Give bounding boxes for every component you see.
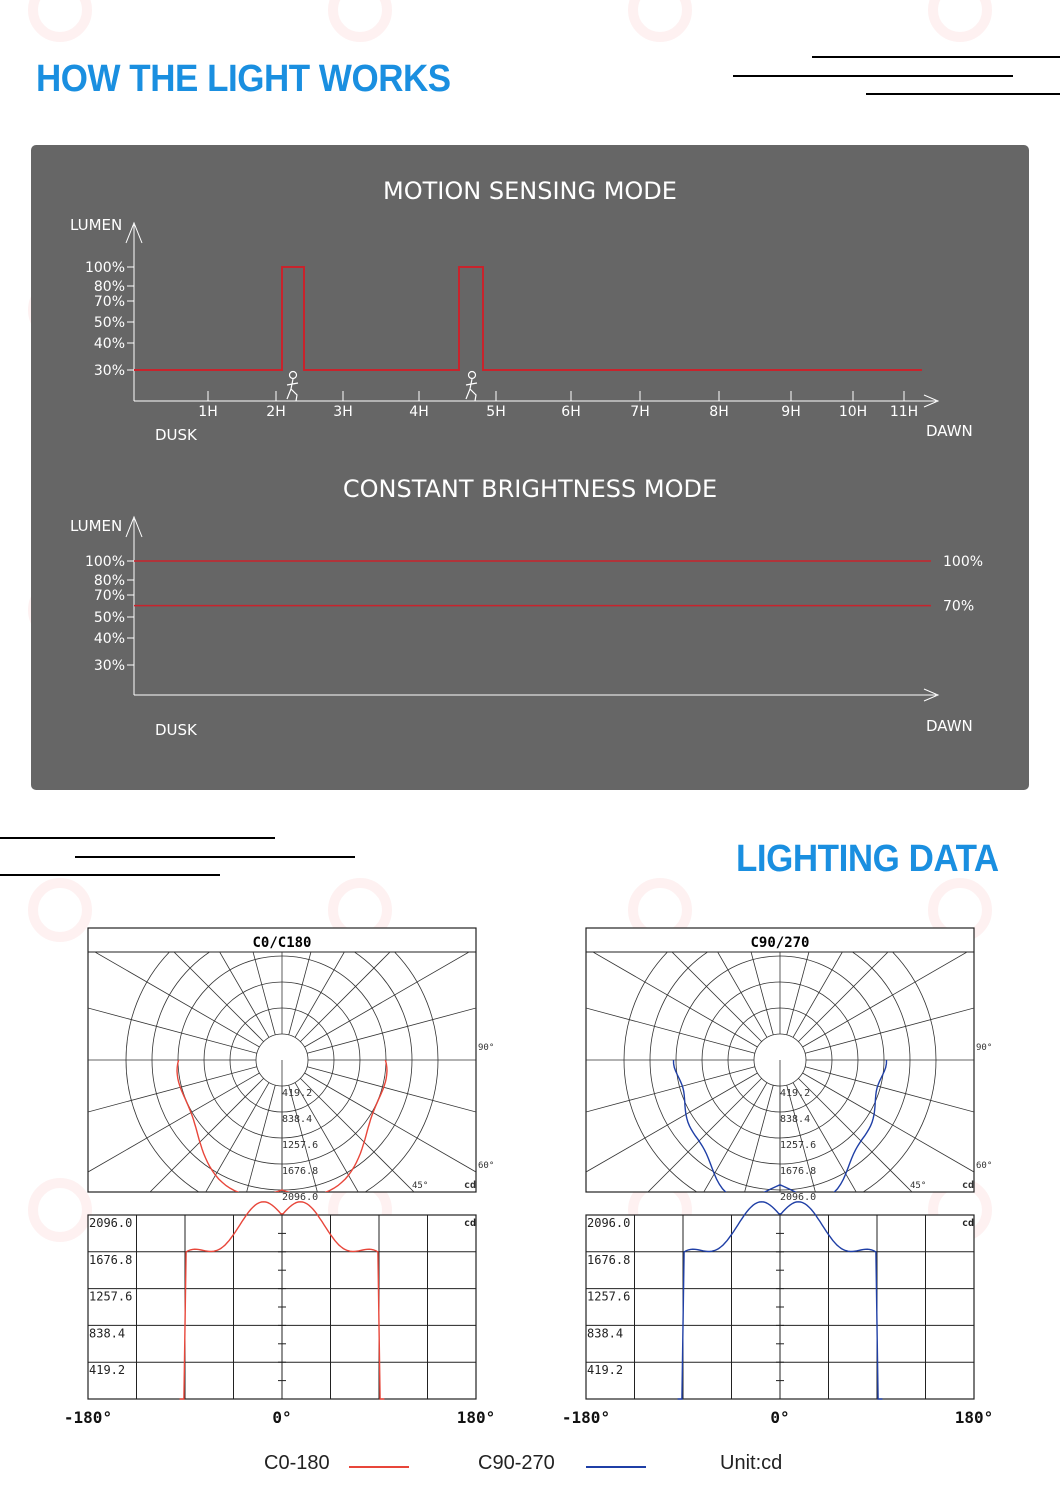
motion-start-label: DUSK bbox=[155, 426, 197, 444]
polar-ring-label: 1257.6 bbox=[282, 1140, 319, 1151]
y-tick-label: 50% bbox=[93, 610, 125, 626]
unit-label: cd bbox=[464, 1218, 477, 1229]
x-tick-label: 3H bbox=[333, 404, 353, 420]
polar-ring-label: 838.4 bbox=[282, 1114, 313, 1125]
angle-label: 45° bbox=[412, 1181, 429, 1191]
legend-c90-label: C90-270 bbox=[478, 1452, 555, 1474]
x-tick-label: 7H bbox=[630, 404, 650, 420]
cartesian-x-label: 0° bbox=[770, 1408, 790, 1427]
cartesian-y-label: 1257.6 bbox=[587, 1289, 631, 1304]
constant-mode-title: CONSTANT BRIGHTNESS MODE bbox=[342, 475, 718, 503]
polar-ring-label: 1676.8 bbox=[282, 1166, 319, 1177]
person-head bbox=[290, 372, 297, 379]
x-tick-label: 9H bbox=[781, 404, 801, 420]
polar-ring-label: 1676.8 bbox=[780, 1166, 817, 1177]
photometric-chart-c0 bbox=[60, 920, 520, 1430]
person-head bbox=[469, 372, 476, 379]
y-tick-label: 40% bbox=[93, 336, 125, 352]
decorative-rule bbox=[812, 56, 1060, 58]
x-tick-label: 8H bbox=[709, 404, 729, 420]
cartesian-x-label: -180° bbox=[63, 1408, 113, 1427]
photometric-chart-c90 bbox=[558, 920, 1018, 1430]
polar-title: C0/C180 bbox=[252, 935, 312, 951]
page-title: HOW THE LIGHT WORKS bbox=[36, 58, 451, 100]
polar-ring-label: 2096.0 bbox=[282, 1192, 319, 1203]
motion-lumen-curve bbox=[134, 267, 922, 370]
unit-label: cd bbox=[464, 1180, 477, 1191]
cartesian-y-label: 1676.8 bbox=[587, 1252, 631, 1267]
angle-label: 60° bbox=[976, 1161, 993, 1171]
cartesian-x-label: 180° bbox=[456, 1408, 496, 1427]
cartesian-x-label: -180° bbox=[561, 1408, 611, 1427]
legend-c0-swatch bbox=[349, 1466, 409, 1468]
motion-axes bbox=[126, 223, 938, 407]
section-title: LIGHTING DATA bbox=[736, 838, 999, 880]
motion-events bbox=[287, 372, 477, 402]
y-tick-label: 40% bbox=[93, 631, 125, 647]
angle-label: 60° bbox=[478, 1161, 495, 1171]
decorative-rule bbox=[0, 837, 275, 839]
x-tick-label: 2H bbox=[266, 404, 286, 420]
y-tick-label: 30% bbox=[93, 658, 125, 674]
y-tick-label: 30% bbox=[93, 363, 125, 379]
cartesian-y-label: 1257.6 bbox=[89, 1289, 133, 1304]
decorative-rule bbox=[866, 93, 1060, 95]
unit-label: cd bbox=[962, 1180, 975, 1191]
polar-title: C90/270 bbox=[750, 935, 810, 951]
x-tick-label: 5H bbox=[486, 404, 506, 420]
modes-diagram bbox=[31, 145, 1029, 790]
motion-y-axis-label: LUMEN bbox=[70, 216, 123, 234]
legend-c0-label: C0-180 bbox=[264, 1452, 330, 1474]
angle-label: 90° bbox=[976, 1043, 993, 1053]
cartesian-y-label: 1676.8 bbox=[89, 1252, 133, 1267]
constant-end-label: DAWN bbox=[926, 717, 973, 735]
cartesian-x-label: 0° bbox=[272, 1408, 292, 1427]
motion-y-ticks bbox=[85, 260, 134, 379]
constant-level-lines bbox=[134, 554, 983, 615]
y-tick-label: 70% bbox=[93, 588, 125, 604]
cartesian-y-label: 419.2 bbox=[89, 1363, 126, 1378]
y-tick-label: 100% bbox=[84, 554, 125, 570]
watermark-logo bbox=[28, 0, 92, 42]
y-tick-label: 80% bbox=[93, 573, 125, 589]
y-tick-label: 80% bbox=[93, 279, 125, 295]
person-icon bbox=[287, 372, 298, 402]
decorative-rule bbox=[733, 75, 1013, 77]
cartesian-y-label: 838.4 bbox=[89, 1326, 126, 1341]
y-tick-label: 100% bbox=[84, 260, 125, 276]
decorative-rule bbox=[0, 874, 220, 876]
y-tick-label: 50% bbox=[93, 315, 125, 331]
constant-y-ticks bbox=[85, 554, 134, 674]
cartesian-y-label: 838.4 bbox=[587, 1326, 624, 1341]
watermark-logo bbox=[328, 0, 392, 42]
x-tick-label: 11H bbox=[889, 404, 919, 420]
constant-level-label: 100% bbox=[943, 554, 984, 570]
polar-ring-label: 1257.6 bbox=[780, 1140, 817, 1151]
polar-ring-label: 419.2 bbox=[282, 1088, 313, 1099]
cartesian-y-label: 2096.0 bbox=[587, 1216, 631, 1230]
y-tick-label: 70% bbox=[93, 294, 125, 310]
person-body bbox=[287, 379, 298, 401]
legend-unit-label: Unit:cd bbox=[720, 1452, 783, 1474]
motion-mode-title: MOTION SENSING MODE bbox=[383, 177, 677, 205]
x-tick-label: 10H bbox=[838, 404, 868, 420]
angle-label: 45° bbox=[910, 1181, 927, 1191]
cartesian-x-label: 180° bbox=[954, 1408, 994, 1427]
x-tick-label: 1H bbox=[198, 404, 218, 420]
constant-axes bbox=[126, 517, 938, 701]
watermark-logo bbox=[928, 0, 992, 42]
angle-label: 90° bbox=[478, 1043, 495, 1053]
person-body bbox=[466, 379, 477, 401]
cartesian-y-label: 2096.0 bbox=[89, 1216, 133, 1230]
person-icon bbox=[466, 372, 477, 402]
polar-ring-label: 838.4 bbox=[780, 1114, 811, 1125]
constant-start-label: DUSK bbox=[155, 721, 197, 739]
polar-ring-label: 2096.0 bbox=[780, 1192, 817, 1203]
constant-y-axis-label: LUMEN bbox=[70, 517, 123, 535]
motion-x-ticks bbox=[198, 391, 918, 420]
watermark-logo bbox=[628, 0, 692, 42]
legend-c90-swatch bbox=[586, 1466, 646, 1468]
unit-label: cd bbox=[962, 1218, 975, 1229]
x-tick-label: 4H bbox=[409, 404, 429, 420]
polar-ring-label: 419.2 bbox=[780, 1088, 811, 1099]
motion-end-label: DAWN bbox=[926, 422, 973, 440]
decorative-rule bbox=[75, 856, 355, 858]
constant-level-label: 70% bbox=[943, 598, 975, 615]
x-tick-label: 6H bbox=[561, 404, 581, 420]
cartesian-y-label: 419.2 bbox=[587, 1363, 624, 1378]
operating-modes-panel bbox=[31, 145, 1029, 790]
